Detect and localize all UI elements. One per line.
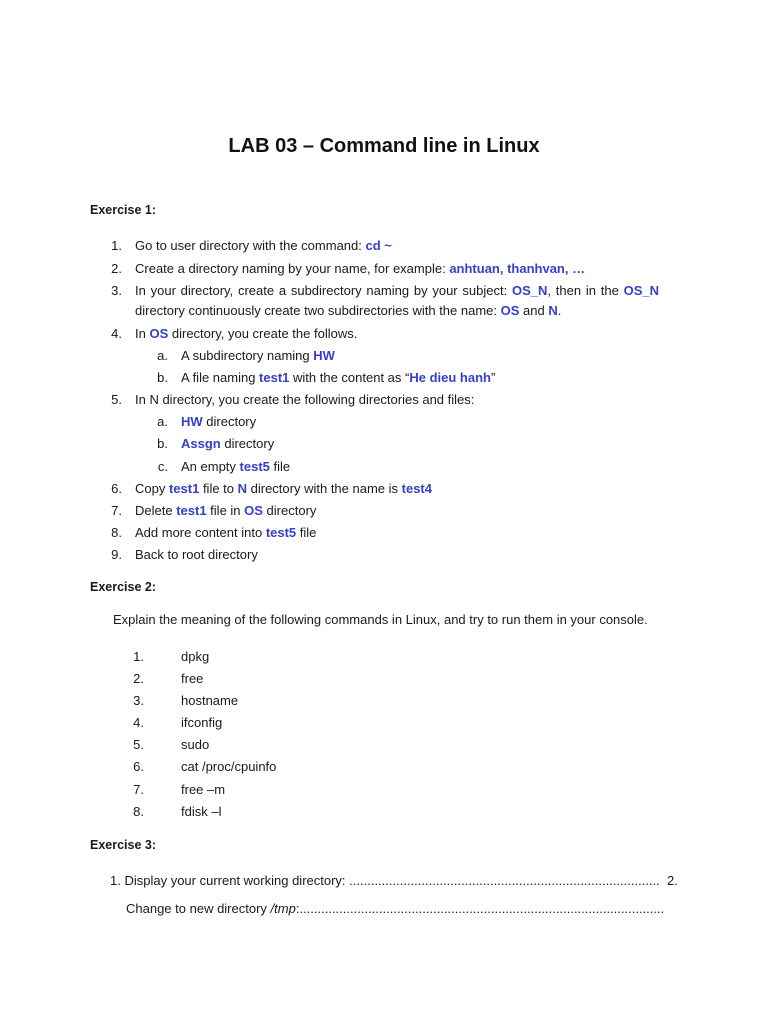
exercise-3-line-2	[126, 901, 664, 916]
highlighted-term: OS	[244, 503, 263, 518]
highlighted-term: OS_N	[511, 283, 548, 298]
text-segment: A subdirectory naming	[181, 348, 314, 363]
text-segment: file to	[199, 481, 238, 496]
highlighted-term: test5	[265, 525, 297, 540]
exercise-2-heading: Exercise 2:	[90, 580, 157, 594]
text-segment: In N directory, you create the following directories and files:	[135, 392, 475, 407]
list-text	[181, 435, 274, 453]
highlighted-term: HW	[181, 414, 203, 429]
list-text	[135, 546, 258, 564]
exercise-3-item-2-number: 2.	[667, 873, 678, 888]
highlighted-term: He dieu hanh	[409, 370, 491, 385]
command-name: ifconfig	[181, 715, 223, 730]
exercise-3-item-2-path: /tmp	[270, 901, 296, 916]
list-text	[135, 391, 474, 409]
command-name: dpkg	[181, 649, 210, 664]
list-text	[181, 413, 256, 431]
command-number: 6.	[133, 759, 144, 774]
text-segment: Go to user directory with the command:	[135, 238, 366, 253]
text-segment: ”	[490, 370, 496, 385]
highlighted-term: OS_N	[623, 283, 659, 298]
list-text-line-2	[135, 302, 659, 320]
exercise-1-heading: Exercise 1:	[90, 203, 157, 217]
text-segment: In your directory, create a subdirectory naming by your subject:	[135, 283, 512, 298]
list-text	[135, 260, 585, 278]
exercise-3-heading: Exercise 3:	[90, 838, 157, 852]
command-number: 4.	[133, 715, 144, 730]
text-segment: In	[135, 326, 150, 341]
text-segment: Add more content into	[135, 525, 266, 540]
text-segment: directory continuously create two subdirectories with the name:	[135, 303, 501, 318]
list-text	[135, 282, 659, 320]
text-segment: directory, you create the follows.	[168, 326, 358, 341]
text-segment: A file naming	[181, 370, 260, 385]
text-segment: An empty	[181, 459, 240, 474]
list-number: a.	[157, 414, 168, 429]
exercise-3-item-1-dots: ......................................................................................	[349, 873, 660, 888]
list-number: 1.	[111, 238, 122, 253]
text-segment: directory	[220, 436, 275, 451]
page-title: LAB 03 – Command line in Linux	[228, 135, 540, 157]
exercise-3-line-1	[110, 873, 678, 888]
highlighted-term: test1	[259, 370, 290, 385]
text-segment: Copy	[135, 481, 169, 496]
list-text	[135, 480, 432, 498]
command-number: 8.	[133, 804, 144, 819]
list-number: a.	[157, 348, 168, 363]
list-text	[135, 325, 357, 343]
command-number: 2.	[133, 671, 144, 686]
text-segment: directory with the name is	[247, 481, 402, 496]
highlighted-term: N	[237, 481, 248, 496]
text-segment: directory	[262, 503, 317, 518]
highlighted-term: test1	[168, 481, 200, 496]
exercise-3-item-2-text: Change to new directory	[126, 901, 271, 916]
command-number: 5.	[133, 737, 144, 752]
command-number: 7.	[133, 782, 144, 797]
list-text	[135, 524, 316, 542]
text-segment: file	[269, 459, 291, 474]
command-name: sudo	[181, 737, 210, 752]
text-segment: Back to root directory	[135, 547, 258, 562]
highlighted-term: N	[548, 303, 558, 318]
highlighted-term: test5	[239, 459, 270, 474]
command-number: 3.	[133, 693, 144, 708]
highlighted-term: test4	[401, 481, 432, 496]
list-number: b.	[157, 436, 168, 451]
highlighted-term: anhtuan, thanhvan, …	[449, 261, 586, 276]
text-segment: Create a directory naming by your name, for example:	[135, 261, 450, 276]
command-name: free –m	[181, 782, 226, 797]
list-number: 7.	[111, 503, 122, 518]
list-number: 8.	[111, 525, 122, 540]
list-number: 4.	[111, 326, 122, 341]
text-segment: directory	[202, 414, 257, 429]
text-segment: and	[519, 303, 549, 318]
text-segment: file	[296, 525, 317, 540]
highlighted-term: Assgn	[181, 436, 221, 451]
text-segment: with the content as “	[289, 370, 410, 385]
exercise-3-item-2-dots: :.....................................................................................................	[295, 901, 665, 916]
list-text-line-1	[135, 282, 659, 300]
text-segment: , then in the	[547, 283, 624, 298]
list-number: 5.	[111, 392, 122, 407]
highlighted-term: cd ~	[365, 238, 392, 253]
list-number: 6.	[111, 481, 122, 496]
list-number: 3.	[111, 283, 122, 298]
command-name: hostname	[181, 693, 239, 708]
list-number: 9.	[111, 547, 122, 562]
list-text	[181, 369, 495, 387]
command-name: cat /proc/cpuinfo	[181, 759, 277, 774]
exercise-2-intro: Explain the meaning of the following commands in Linux, and try to run them in your console.	[113, 612, 648, 627]
highlighted-term: HW	[313, 348, 335, 363]
text-segment: file in	[206, 503, 245, 518]
list-number: b.	[157, 370, 168, 385]
command-number: 1.	[133, 649, 144, 664]
list-number: 2.	[111, 261, 122, 276]
list-number: c.	[157, 459, 168, 474]
list-text	[181, 347, 335, 365]
command-name: free	[181, 671, 204, 686]
command-name: fdisk –l	[181, 804, 222, 819]
text-segment: Delete	[135, 503, 177, 518]
highlighted-term: OS	[149, 326, 169, 341]
list-text	[181, 458, 290, 476]
text-segment: .	[557, 303, 562, 318]
list-text	[135, 502, 316, 520]
exercise-3-item-1-text: 1. Display your current working directory:	[110, 873, 350, 888]
highlighted-term: test1	[176, 503, 207, 518]
highlighted-term: OS	[500, 303, 520, 318]
list-text	[135, 237, 392, 255]
